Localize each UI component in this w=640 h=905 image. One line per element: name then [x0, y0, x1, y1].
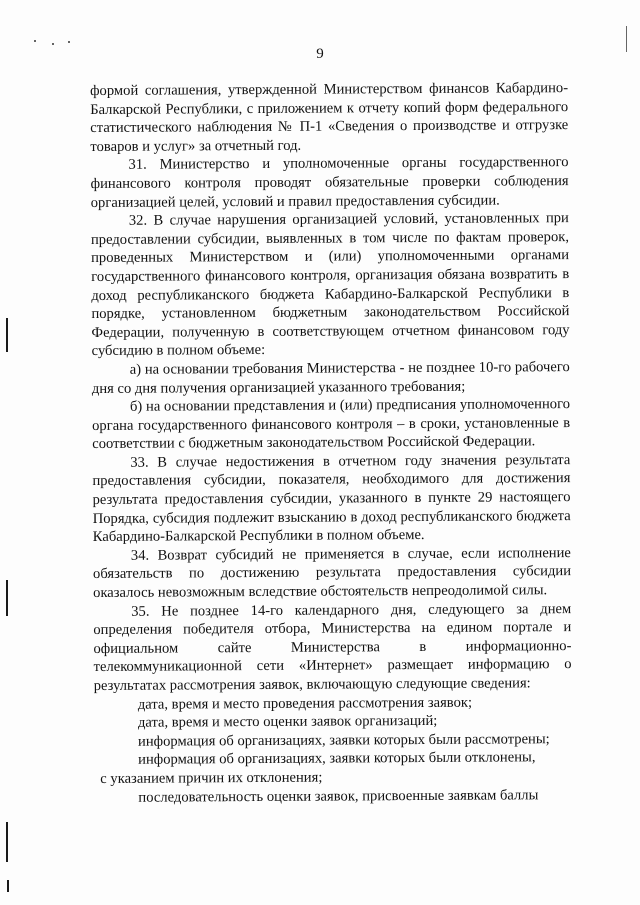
list-item-continuation: с указанием причин их отклонения;: [100, 769, 323, 787]
page-number: 9: [316, 46, 324, 62]
list-item: дата, время и место оценки заявок организаций;: [137, 713, 438, 731]
paragraph-35: 35. Не позднее 14-го календарного дня, следующего за днем определения победителя отбора, Министерства на едином портале и официальном сайте Министерства в информационно-телекоммуникационной сети «Интернет» размещает информацию о результатах рассмотрения заявок, включающую следующие сведения:: [93, 600, 572, 694]
scan-speck: [52, 43, 54, 45]
list-item: дата, время и место проведения рассмотрения заявок;: [137, 694, 473, 713]
subitem-a: а) на основании требования Министерства - не позднее 10-го рабочего дня со дня получения организацией указанного требования;: [91, 358, 570, 397]
list-item-first-line: информация об организациях, заявки которых были отклонены,: [138, 749, 536, 769]
scan-edge-mark: [6, 318, 8, 352]
document-body: [90, 79, 572, 807]
scan-edge-mark: [6, 822, 8, 862]
scan-edge-mark: [6, 580, 8, 616]
list-item: информация об организациях, заявки которых были рассмотрены;: [137, 730, 550, 750]
paragraph-33: 33. В случае недостижения в отчетном году значения результата предоставления субсидии, показателя, необходимого для достижения результата предоставления субсидии, указанного в пункте 29 настоящего Порядка, субсидия подлежит взысканию в доход республиканского бюджета Кабардино-Балкарской Республики в полном объеме.: [92, 451, 571, 546]
paragraph-32: 32. В случае нарушения организацией условий, установленных при предоставлении субсидии, выявленных в том числе по фактам проверок, проведенных Министерством и (или) уполномоченными органами государственного финансового контроля, организация обязана возвратить в доход республиканского бюджета Кабардино-Балкарской Республики в порядке, установленном бюджетным законодательством Российской Федерации, полученную в соответствующем отчетном финансовом году субсидию в полном объеме:: [90, 210, 570, 360]
paragraph-continuation: формой соглашения, утвержденной Министерством финансов Кабардино-Балкарской Республики, с приложением к отчету копий форм федерального статистического наблюдения № П-1 «Сведения о производстве и отгрузке товаров и услуг» за отчетный год.: [90, 80, 569, 155]
scan-edge-mark: [7, 880, 9, 892]
scan-speck: [34, 40, 36, 42]
paragraph-31: 31. Министерство и уполномоченные органы государственного финансового контроля проводят обязательные проверки соблюдения организацией целей, условий и правил предоставления субсидии.: [90, 154, 569, 211]
paragraph-34: 34. Возврат субсидий не применяется в случае, если исполнение обязательств по достижению результата предоставления субсидии оказалось невозможным вследствие обстоятельств непреодолимой силы.: [92, 544, 572, 602]
list-item: последовательность оценки заявок, присвоенные заявкам баллы: [138, 786, 539, 806]
scan-speck: [68, 41, 70, 43]
subitem-b: б) на основании представления и (или) предписания уполномоченного органа государственного финансового контроля – в сроки, установленные в соответствии с бюджетным законодательством Российской Федерации.: [92, 396, 571, 453]
list-item-wrapped: [94, 748, 572, 788]
